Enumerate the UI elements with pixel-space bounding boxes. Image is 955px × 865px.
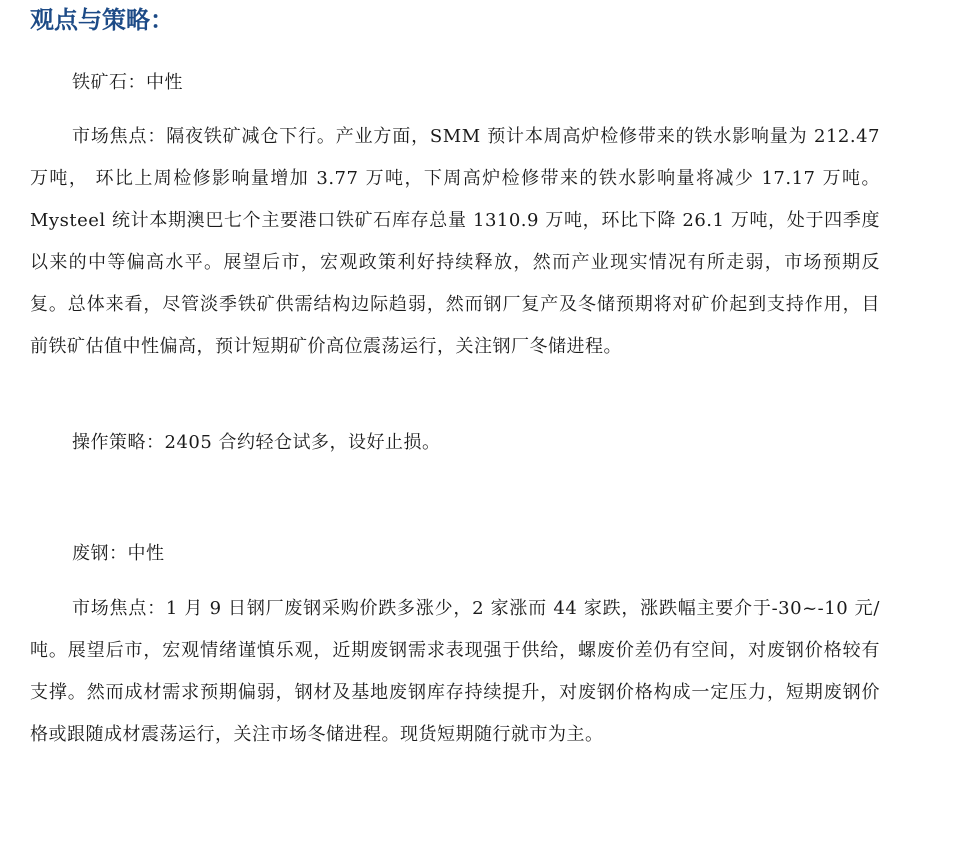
- iron-ore-rating: 铁矿石：中性: [72, 72, 183, 93]
- scrap-market-focus: 市场焦点：1 月 9 日钢厂废钢采购价跌多涨少，2 家涨而 44 家跌，涨跌幅主要介于-30~-10 元/吨。展望后市，宏观情绪谨慎乐观，近期废钢需求表现强于供给，螺废价差仍有空间，对废钢价格较有支撑。然而成材需求预期偏弱，钢材及基地废钢库存持续提升，对废钢价格构成一定压力，短期废钢价格或跟随成材震荡运行，关注市场冬储进程。现货短期随行就市为主。: [30, 598, 880, 745]
- section-heading: 观点与策略：: [30, 6, 174, 34]
- scrap-rating: 废钢：中性: [72, 543, 165, 564]
- iron-ore-market-focus: 市场焦点：隔夜铁矿减仓下行。产业方面，SMM 预计本周高炉检修带来的铁水影响量为 212.47 万吨， 环比上周检修影响量增加 3.77 万吨，下周高炉检修带来的铁水影响量将减少 17.17 万吨。Mysteel 统计本期澳巴七个主要港口铁矿石库存总量 1310.9 万吨，环比下降 26.1 万吨，处于四季度以来的中等偏高水平。展望后市，宏观政策利好持续释放，然而产业现实情况有所走弱，市场预期反复。总体来看，尽管淡季铁矿供需结构边际趋弱，然而钢厂复产及冬储预期将对矿价起到支持作用，目前铁矿估值中性偏高，预计短期矿价高位震荡运行，关注钢厂冬储进程。: [30, 126, 880, 357]
- iron-ore-strategy: 操作策略：2405 合约轻仓试多，设好止损。: [72, 432, 441, 453]
